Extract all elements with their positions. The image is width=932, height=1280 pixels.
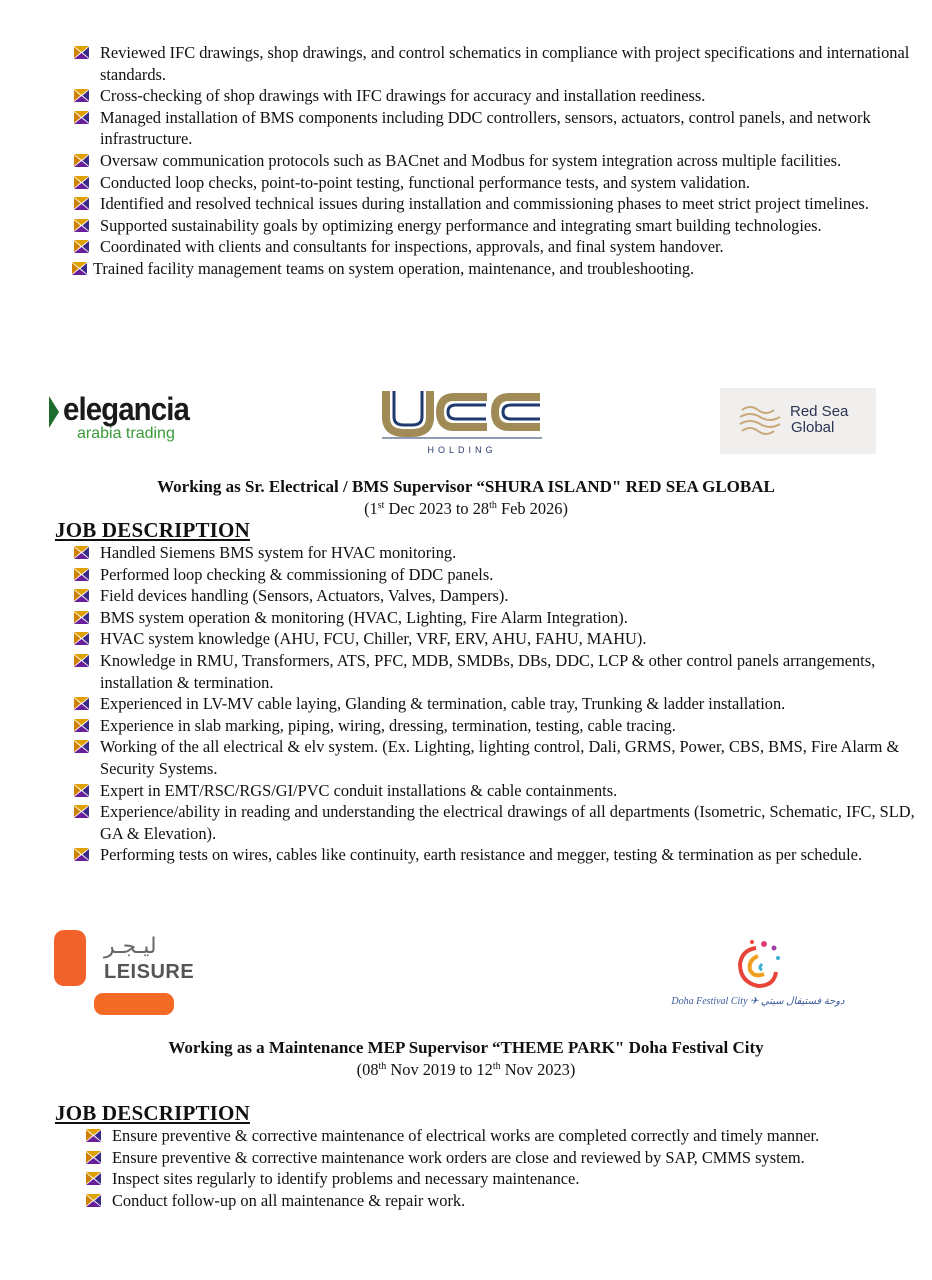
rsg-wave-icon xyxy=(738,402,782,442)
bullet-text: Field devices handling (Sensors, Actuators, Valves, Dampers). xyxy=(100,586,509,606)
leisure-arabic-name: ليـجـر xyxy=(104,934,157,959)
bullet-text: Conducted loop checks, point-to-point testing, functional performance tests, and system validation. xyxy=(100,172,751,192)
bullet-text: Experienced in LV-MV cable laying, Glanding & termination, cable tray, Trunking & ladder installation. xyxy=(100,694,786,714)
bullet-item xyxy=(55,172,915,194)
job2-description-bullets xyxy=(67,1125,915,1211)
job1-dates: (1st Dec 2023 to 28th Feb 2026) xyxy=(364,499,568,518)
bullet-item xyxy=(55,150,915,172)
ucc-tagline: HOLDING xyxy=(427,445,497,455)
bullet-item xyxy=(55,215,915,237)
doha-festival-city-logo xyxy=(663,938,853,1014)
red-sea-global-logo xyxy=(720,388,876,454)
bullet-item xyxy=(55,542,915,564)
bullet-text: HVAC system knowledge (AHU, FCU, Chiller, VRF, ERV, AHU, FAHU, MAHU). xyxy=(100,629,647,649)
bullet-text: Experience/ability in reading and understanding the electrical drawings of all departments (Isometric, Schematic, IFC, SLD, GA & Elevation). xyxy=(100,802,915,843)
bullet-text: Expert in EMT/RSC/RGS/GI/PVC conduit installations & cable containments. xyxy=(100,780,618,800)
bullet-text: Supported sustainability goals by optimizing energy performance and integrating smart building technologies. xyxy=(100,215,822,235)
ucc-mark-icon xyxy=(382,387,542,439)
arrow-bullet-icon xyxy=(73,718,90,733)
arrow-bullet-icon xyxy=(73,610,90,625)
arrow-bullet-icon xyxy=(73,847,90,862)
bullet-text: Knowledge in RMU, Transformers, ATS, PFC, MDB, SMDBs, DBs, DDC, LCP & other control panels arrangements, installation & termination. xyxy=(100,650,876,692)
bullet-item xyxy=(55,693,915,715)
arrow-bullet-icon xyxy=(73,653,90,668)
bullet-item xyxy=(55,844,915,866)
bullet-text: Oversaw communication protocols such as BACnet and Modbus for system integration across multiple facilities. xyxy=(100,150,842,170)
dfc-name: Doha Festival City ✈ دوحة فستيفال سيتي xyxy=(671,996,845,1007)
bullet-item xyxy=(67,1190,915,1212)
bullet-item xyxy=(55,193,915,215)
arrow-bullet-icon xyxy=(85,1171,102,1186)
job1-description-bullets xyxy=(55,542,915,866)
job1-title-block xyxy=(0,476,932,520)
job1-heading: JOB DESCRIPTION xyxy=(55,518,250,542)
arrow-bullet-icon xyxy=(73,196,90,211)
arrow-bullet-icon xyxy=(73,545,90,560)
arrow-bullet-icon xyxy=(73,239,90,254)
bullet-text: Cross-checking of shop drawings with IFC drawings for accuracy and installation reediness. xyxy=(100,86,706,106)
elegancia-name: elegancia xyxy=(63,391,189,427)
arrow-bullet-icon xyxy=(73,88,90,103)
previous-role-bullets xyxy=(55,42,915,280)
rsg-name-line2: Global xyxy=(791,419,835,436)
arrow-bullet-icon xyxy=(73,588,90,603)
bullet-item xyxy=(67,1147,915,1169)
bullet-text: Conduct follow-up on all maintenance & repair work. xyxy=(112,1190,466,1210)
bullet-text: Coordinated with clients and consultants for inspections, approvals, and final system handover. xyxy=(100,237,724,257)
bullet-item xyxy=(55,650,915,693)
bullet-text: Handled Siemens BMS system for HVAC monitoring. xyxy=(100,543,457,562)
bullet-item xyxy=(55,85,915,107)
arrow-bullet-icon xyxy=(85,1128,102,1143)
job1-title: Working as Sr. Electrical / BMS Supervisor “SHURA ISLAND" RED SEA GLOBAL xyxy=(157,477,775,496)
job2-dates: (08th Nov 2019 to 12th Nov 2023) xyxy=(356,1060,576,1079)
rsg-name-line1: Red Sea xyxy=(790,403,849,420)
bullet-item xyxy=(55,258,915,280)
arrow-bullet-icon xyxy=(73,567,90,582)
arrow-bullet-icon xyxy=(85,1150,102,1165)
job2-title: Working as a Maintenance MEP Supervisor “THEME PARK" Doha Festival City xyxy=(168,1038,764,1057)
job2-heading: JOB DESCRIPTION xyxy=(55,1101,250,1125)
bullet-text: Managed installation of BMS components including DDC controllers, sensors, actuators, control panels, and network infrastructure. xyxy=(100,107,871,149)
dfc-swirl-icon xyxy=(728,938,788,994)
bullet-text: Trained facility management teams on system operation, maintenance, and troubleshooting. xyxy=(93,258,695,278)
bullet-text: Reviewed IFC drawings, shop drawings, and control schematics in compliance with project specifications and international standards. xyxy=(100,43,910,84)
arrow-bullet-icon xyxy=(73,631,90,646)
bullet-item xyxy=(55,607,915,629)
bullet-item xyxy=(55,42,915,85)
bullet-item xyxy=(55,736,915,779)
arrow-bullet-icon xyxy=(73,153,90,168)
bullet-text: Performing tests on wires, cables like continuity, earth resistance and megger, testing & termination as per schedule. xyxy=(100,845,863,865)
arrow-bullet-icon xyxy=(73,783,90,798)
bullet-item xyxy=(55,585,915,607)
arrow-bullet-icon xyxy=(73,739,90,754)
bullet-item xyxy=(67,1168,915,1190)
job2-title-block xyxy=(0,1037,932,1081)
bullet-item xyxy=(55,107,915,150)
arrow-bullet-icon xyxy=(85,1193,102,1208)
bullet-item xyxy=(55,628,915,650)
arrow-bullet-icon xyxy=(71,261,88,276)
bullet-item xyxy=(55,780,915,802)
arrow-bullet-icon xyxy=(73,45,90,60)
arrow-bullet-icon xyxy=(73,696,90,711)
bullet-item xyxy=(55,715,915,737)
elegancia-arrow-icon xyxy=(49,396,61,428)
bullet-item xyxy=(55,801,915,844)
leisure-logo xyxy=(54,930,214,1016)
bullet-text: Working of the all electrical & elv system. (Ex. Lighting, lighting control, Dali, GRMS, Power, CBS, BMS, Fire Alarm & Security Systems. xyxy=(100,737,900,778)
arrow-bullet-icon xyxy=(73,175,90,190)
bullet-text: Experience in slab marking, piping, wiring, dressing, termination, testing, cable tracing. xyxy=(100,715,676,735)
bullet-item xyxy=(67,1125,915,1147)
bullet-text: Performed loop checking & commissioning of DDC panels. xyxy=(100,564,494,584)
arrow-bullet-icon xyxy=(73,218,90,233)
bullet-text: Identified and resolved technical issues during installation and commissioning phases to meet strict project timelines. xyxy=(100,194,869,214)
bullet-text: Ensure preventive & corrective maintenance work orders are close and reviewed by SAP, CMMS system. xyxy=(112,1147,805,1167)
arrow-bullet-icon xyxy=(73,804,90,819)
bullet-text: Ensure preventive & corrective maintenance of electrical works are completed correctly and timely manner. xyxy=(112,1126,820,1145)
bullet-text: Inspect sites regularly to identify problems and necessary maintenance. xyxy=(112,1169,580,1189)
leisure-name: LEISURE xyxy=(104,961,195,983)
bullet-item xyxy=(55,564,915,586)
bullet-item xyxy=(55,236,915,258)
elegancia-tagline: arabia trading xyxy=(77,425,175,442)
ucc-holding-logo xyxy=(382,387,542,457)
arrow-bullet-icon xyxy=(73,110,90,125)
bullet-text: BMS system operation & monitoring (HVAC, Lighting, Fire Alarm Integration). xyxy=(100,607,628,627)
